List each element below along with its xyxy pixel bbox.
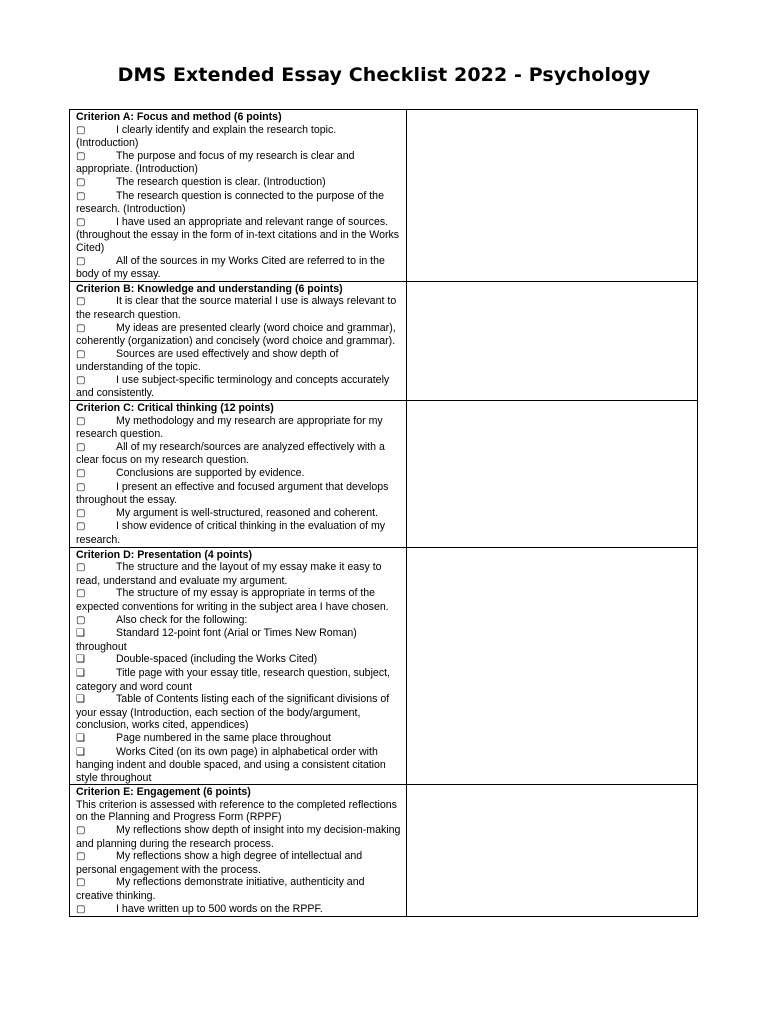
checkbox-icon[interactable]: ▢ <box>76 825 86 837</box>
checklist-item <box>76 520 401 546</box>
checklist-item-text: Table of Contents listing each of the significant divisions of your essay (Introduction, each section of the body/argument, conclusion, works cited, appendices) <box>76 693 390 732</box>
notes-cell[interactable] <box>407 547 698 785</box>
checkbox-icon[interactable]: ▢ <box>76 216 86 228</box>
checklist-item <box>76 176 401 190</box>
checkbox-icon[interactable]: ▢ <box>76 150 86 162</box>
checklist-item <box>76 374 401 400</box>
checkbox-icon[interactable]: ▢ <box>76 322 86 334</box>
criterion-heading: Criterion E: Engagement (6 points) <box>76 786 251 799</box>
checklist-item <box>76 850 401 876</box>
checklist-item-text: Conclusions are supported by evidence. <box>116 467 305 480</box>
criterion-cell <box>70 110 407 282</box>
checklist-body <box>70 110 698 917</box>
checklist-item <box>76 824 401 850</box>
checklist-item <box>76 322 401 348</box>
checkbox-icon[interactable]: ❑ <box>76 694 85 706</box>
checkbox-icon[interactable]: ▢ <box>76 415 86 427</box>
criterion-heading: Criterion A: Focus and method (6 points) <box>76 111 282 123</box>
checkbox-icon[interactable]: ▢ <box>76 176 86 188</box>
sub-checklist-item <box>76 627 401 653</box>
checklist-item-text: I present an effective and focused argument that develops throughout the essay. <box>76 480 389 507</box>
checklist-item <box>76 150 401 176</box>
checklist-item <box>76 216 401 255</box>
checkbox-icon[interactable]: ▢ <box>76 903 86 915</box>
checklist-item <box>76 190 401 216</box>
checklist-item <box>76 587 401 613</box>
criterion-cell <box>70 785 407 917</box>
checklist-item-text: Double-spaced (including the Works Cited) <box>116 653 318 666</box>
sub-checklist-item <box>76 653 401 667</box>
checkbox-icon[interactable]: ❑ <box>76 732 85 744</box>
notes-cell[interactable] <box>407 401 698 548</box>
checkbox-icon[interactable]: ▢ <box>76 255 86 267</box>
checklist-item <box>76 441 401 467</box>
checkbox-icon[interactable]: ▢ <box>76 588 86 600</box>
criterion-cell <box>70 281 407 400</box>
checklist-item-text: All of the sources in my Works Cited are referred to in the body of my essay. <box>76 254 385 281</box>
checklist-item <box>76 614 401 628</box>
checkbox-icon[interactable]: ▢ <box>76 348 86 360</box>
checklist-item-text: Sources are used effectively and show depth of understanding of the topic. <box>76 347 339 374</box>
checklist-item-text: Page numbered in the same place throughout <box>116 731 331 744</box>
checklist-item <box>76 507 401 521</box>
sub-checklist-item <box>76 667 401 693</box>
checklist-item-text: The purpose and focus of my research is clear and appropriate. (Introduction) <box>76 149 355 176</box>
checklist-item-text: Works Cited (on its own page) in alphabetical order with hanging indent and double spaced, and using a consistent citation style throughout <box>76 745 386 784</box>
criterion-row <box>70 401 698 548</box>
checkbox-icon[interactable]: ▢ <box>76 851 86 863</box>
page-title: DMS Extended Essay Checklist 2022 - Psychology <box>117 64 651 86</box>
checklist-item-text: Also check for the following: <box>116 613 248 626</box>
checkbox-icon[interactable]: ▢ <box>76 296 86 308</box>
checklist-item <box>76 255 401 281</box>
checklist-item <box>76 467 401 481</box>
checkbox-icon[interactable]: ▢ <box>76 562 86 574</box>
checkbox-icon[interactable]: ▢ <box>76 468 86 480</box>
checklist-item-text: I show evidence of critical thinking in the evaluation of my research. <box>76 520 386 546</box>
notes-cell[interactable] <box>407 281 698 400</box>
checklist-item-text: The research question is clear. (Introduction) <box>116 175 326 188</box>
checklist-item-text: My reflections show depth of insight into my decision-making and planning during the research process. <box>76 824 401 850</box>
checkbox-icon[interactable]: ▢ <box>76 877 86 889</box>
checklist-item <box>76 295 401 321</box>
checkbox-icon[interactable]: ▢ <box>76 507 86 519</box>
checklist-item <box>76 481 401 507</box>
checkbox-icon[interactable]: ❑ <box>76 746 85 758</box>
checkbox-icon[interactable]: ▢ <box>76 441 86 453</box>
checkbox-icon[interactable]: ❑ <box>76 628 85 640</box>
checkbox-icon[interactable]: ▢ <box>76 124 86 136</box>
checklist-item-text: The structure of my essay is appropriate in terms of the expected conventions for writing in the subject area I have chosen. <box>76 587 389 613</box>
checklist-item-text: I have used an appropriate and relevant range of sources. (throughout the essay in the form of in-text citations and in the Works Cited) <box>76 215 400 254</box>
checklist-item <box>76 415 401 441</box>
criterion-heading: Criterion C: Critical thinking (12 points) <box>76 402 274 415</box>
checklist-item-text: My reflections demonstrate initiative, authenticity and creative thinking. <box>76 876 365 903</box>
checklist-item-text: My argument is well-structured, reasoned and coherent. <box>116 506 379 519</box>
criterion-cell <box>70 401 407 548</box>
checklist-item-text: My reflections show a high degree of intellectual and personal engagement with the process. <box>76 850 363 876</box>
notes-cell[interactable] <box>407 110 698 282</box>
checklist-item-text: Standard 12-point font (Arial or Times New Roman) throughout <box>76 627 357 653</box>
checkbox-icon[interactable]: ▢ <box>76 614 86 626</box>
checkbox-icon[interactable]: ▢ <box>76 190 86 202</box>
checklist-item-text: Title page with your essay title, research question, subject, category and word count <box>76 666 391 693</box>
checkbox-icon[interactable]: ▢ <box>76 374 86 386</box>
criterion-row <box>70 110 698 282</box>
criterion-row <box>70 547 698 785</box>
checklist-table <box>69 109 698 917</box>
sub-checklist-item <box>76 732 401 746</box>
checklist-item <box>76 124 401 150</box>
criterion-heading: Criterion D: Presentation (4 points) <box>76 548 252 561</box>
checklist-item-text: It is clear that the source material I use is always relevant to the research question. <box>76 295 397 321</box>
notes-cell[interactable] <box>407 785 698 917</box>
checklist-item-text: I have written up to 500 words on the RPPF. <box>116 902 323 915</box>
checkbox-icon[interactable]: ▢ <box>76 521 86 533</box>
criterion-row <box>70 785 698 917</box>
checklist-item-text: I use subject-specific terminology and concepts accurately and consistently. <box>76 373 390 400</box>
checklist-item <box>76 561 401 587</box>
checklist-item <box>76 348 401 374</box>
checklist-item-text: My methodology and my research are appropriate for my research question. <box>76 414 383 441</box>
checklist-item <box>76 903 401 917</box>
criterion-note: This criterion is assessed with reference to the completed reflections on the Planning and Progress Form (RPPF) <box>76 798 397 824</box>
checklist-item-text: The structure and the layout of my essay make it easy to read, understand and evaluate my argument. <box>76 561 382 587</box>
checkbox-icon[interactable]: ❑ <box>76 654 85 666</box>
checklist-item-text: My ideas are presented clearly (word choice and grammar), coherently (organization) and concisely (word choice and grammar). <box>76 321 396 348</box>
criterion-cell <box>70 547 407 785</box>
checklist-item <box>76 876 401 902</box>
checklist-item-text: The research question is connected to the purpose of the research. (Introduction) <box>76 189 384 216</box>
checkbox-icon[interactable]: ▢ <box>76 481 86 493</box>
checkbox-icon[interactable]: ❑ <box>76 667 85 679</box>
criterion-row <box>70 281 698 400</box>
sub-checklist-item <box>76 693 401 732</box>
checklist-item-text: I clearly identify and explain the research topic. (Introduction) <box>76 123 337 150</box>
sub-checklist-item <box>76 746 401 785</box>
criterion-heading: Criterion B: Knowledge and understanding (6 points) <box>76 282 343 295</box>
checklist-item-text: All of my research/sources are analyzed effectively with a clear focus on my research question. <box>76 440 385 467</box>
